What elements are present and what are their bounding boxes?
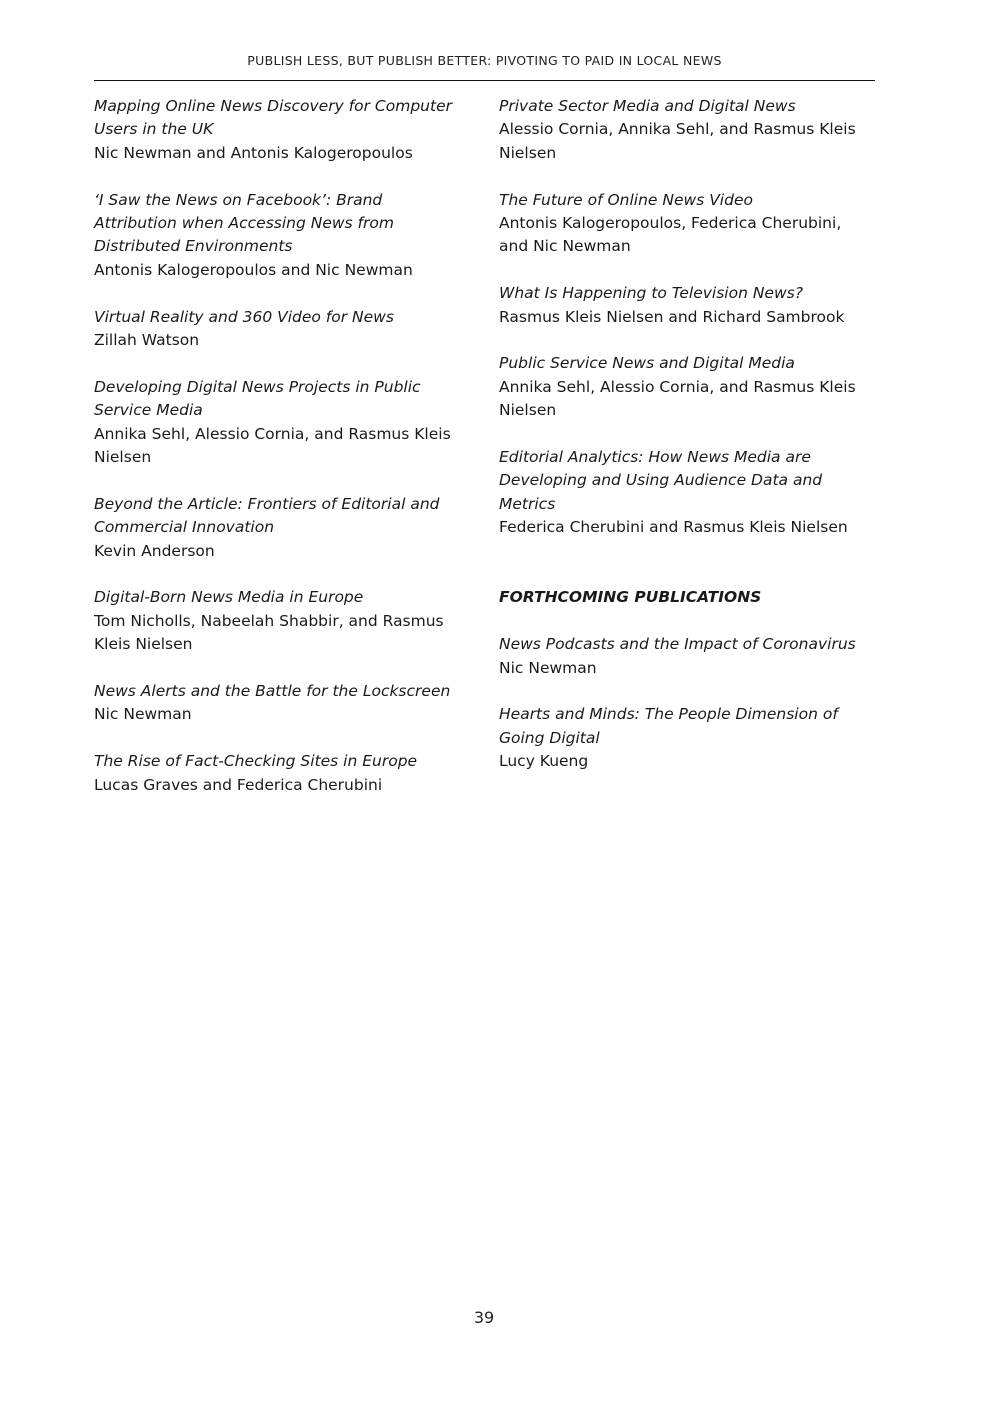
publication-authors: Rasmus Kleis Nielsen and Richard Sambrook bbox=[499, 307, 845, 326]
publication-title: ‘I Saw the News on Facebook’: Brand Attribution when Accessing News from Distributed Environments bbox=[94, 190, 394, 256]
publication-title: Virtual Reality and 360 Video for News bbox=[94, 307, 394, 326]
publication-entry bbox=[499, 703, 871, 773]
publication-title: Mapping Online News Discovery for Computer Users in the UK bbox=[94, 97, 452, 139]
publication-authors: Lucas Graves and Federica Cherubini bbox=[94, 775, 383, 794]
publication-title: Hearts and Minds: The People Dimension of Going Digital bbox=[499, 705, 838, 747]
publication-entry bbox=[499, 189, 871, 259]
forthcoming-heading: FORTHCOMING PUBLICATIONS bbox=[499, 588, 762, 607]
publication-entry bbox=[499, 95, 871, 165]
publication-entry bbox=[94, 750, 466, 797]
publication-title: Private Sector Media and Digital News bbox=[499, 97, 796, 115]
publication-entry bbox=[499, 633, 871, 680]
publication-entry bbox=[94, 95, 466, 165]
publication-title: The Rise of Fact-Checking Sites in Europe bbox=[94, 752, 418, 771]
publication-authors: Nic Newman bbox=[94, 705, 192, 724]
publication-authors: Kevin Anderson bbox=[94, 541, 215, 560]
publication-title: The Future of Online News Video bbox=[499, 190, 753, 209]
publication-entry bbox=[94, 493, 466, 563]
publication-entry bbox=[94, 376, 466, 470]
publication-entry bbox=[94, 586, 466, 656]
publication-entry bbox=[499, 446, 871, 540]
publication-title: Editorial Analytics: How News Media are Developing and Using Audience Data and Metrics bbox=[499, 448, 823, 513]
publication-entry bbox=[94, 189, 466, 283]
publication-title: Developing Digital News Projects in Public Service Media bbox=[94, 377, 421, 420]
publication-title: Beyond the Article: Frontiers of Editorial and Commercial Innovation bbox=[94, 494, 440, 537]
publication-authors: Federica Cherubini and Rasmus Kleis Nielsen bbox=[499, 518, 848, 537]
publication-authors: Nic Newman bbox=[499, 658, 597, 677]
publication-authors: Annika Sehl, Alessio Cornia, and Rasmus Kleis Nielsen bbox=[94, 424, 451, 467]
publication-authors: Alessio Cornia, Annika Sehl, and Rasmus Kleis Nielsen bbox=[499, 120, 856, 162]
publication-title: News Alerts and the Battle for the Lockscreen bbox=[94, 682, 451, 701]
publication-entry bbox=[94, 306, 466, 353]
header-rule bbox=[94, 80, 875, 81]
publication-entry bbox=[499, 352, 871, 422]
publication-authors: Annika Sehl, Alessio Cornia, and Rasmus Kleis Nielsen bbox=[499, 377, 856, 420]
publication-authors: Zillah Watson bbox=[94, 331, 200, 350]
left-column bbox=[94, 95, 466, 820]
publication-authors: Antonis Kalogeropoulos, Federica Cherubini, and Nic Newman bbox=[499, 214, 842, 256]
publication-title: Digital-Born News Media in Europe bbox=[94, 588, 364, 607]
publication-authors: Lucy Kueng bbox=[499, 752, 589, 771]
publication-authors: Antonis Kalogeropoulos and Nic Newman bbox=[94, 260, 413, 279]
publication-title: Public Service News and Digital Media bbox=[499, 354, 795, 373]
publication-entry bbox=[499, 282, 871, 329]
publication-title: News Podcasts and the Impact of Coronavirus bbox=[499, 635, 856, 654]
running-header: PUBLISH LESS, BUT PUBLISH BETTER: PIVOTING TO PAID IN LOCAL NEWS bbox=[247, 53, 722, 68]
page-number: 39 bbox=[473, 1308, 495, 1327]
publication-authors: Nic Newman and Antonis Kalogeropoulos bbox=[94, 143, 413, 162]
right-column bbox=[499, 95, 871, 797]
publication-authors: Tom Nicholls, Nabeelah Shabbir, and Rasmus Kleis Nielsen bbox=[94, 611, 444, 654]
publication-title: What Is Happening to Television News? bbox=[499, 284, 803, 303]
publication-entry bbox=[94, 680, 466, 727]
